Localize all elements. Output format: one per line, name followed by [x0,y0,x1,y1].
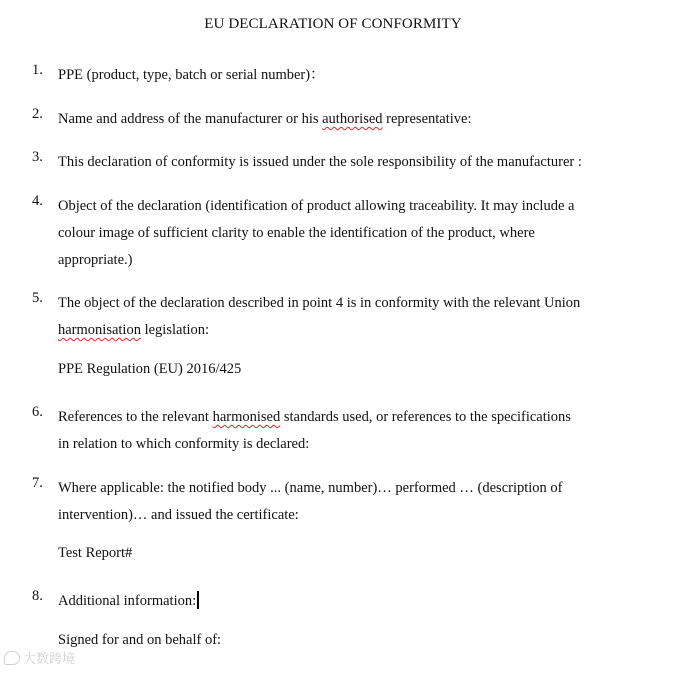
item-number: 4. [32,193,43,209]
text-cursor [197,591,199,609]
item-text [58,106,648,133]
item-number: 1. [32,62,43,78]
item-number: 2. [32,106,43,122]
spellcheck-word[interactable]: authorised [322,111,383,127]
item-number: 5. [32,290,43,306]
item-text-part: legislation: [140,322,210,338]
item-text-line: Where applicable: the notified body ... (name, number)… performed … (description of [58,480,563,496]
watermark-text: 大数跨境 [23,652,76,667]
spellcheck-word[interactable]: harmonisation [58,322,141,338]
item-text: PPE (product, type, batch or serial number)： [58,67,325,83]
item-text-part: Additional information: [58,593,197,609]
item-text-part: representative: [382,111,472,127]
spellcheck-word[interactable]: harmonised [212,409,281,425]
speech-bubble-icon [4,651,20,665]
regulation-text: PPE Regulation (EU) 2016/425 [58,361,242,377]
item-text-part: standards used, or references to the specifications [280,409,571,425]
item-text-line: colour image of sufficient clarity to enable the identification of the product, where [58,225,535,241]
item-text-line: Object of the declaration (identification of product allowing traceability. It may include a [58,198,575,214]
signed-text: Signed for and on behalf of: [58,632,222,648]
item-text-line [58,317,648,344]
item-text-line: The object of the declaration described in point 4 is in conformity with the relevant Union [58,295,581,311]
item-text-part: References to the relevant [58,409,213,425]
item-text[interactable] [58,588,648,615]
item-text-line [58,404,648,431]
item-number: 7. [32,475,43,491]
item-text-line: intervention)… and issued the certificate: [58,507,299,523]
item-number: 3. [32,149,43,165]
item-text-part: Name and address of the manufacturer or his [58,111,323,127]
test-report-text: Test Report# [58,545,133,561]
item-number: 6. [32,404,43,420]
item-number: 8. [32,588,43,604]
item-text-line: appropriate.) [58,252,133,268]
document-title: EU DECLARATION OF CONFORMITY [204,16,462,32]
watermark [4,648,75,667]
item-text: This declaration of conformity is issued under the sole responsibility of the manufacturer : [58,154,582,170]
item-text-line: in relation to which conformity is declared: [58,436,310,452]
